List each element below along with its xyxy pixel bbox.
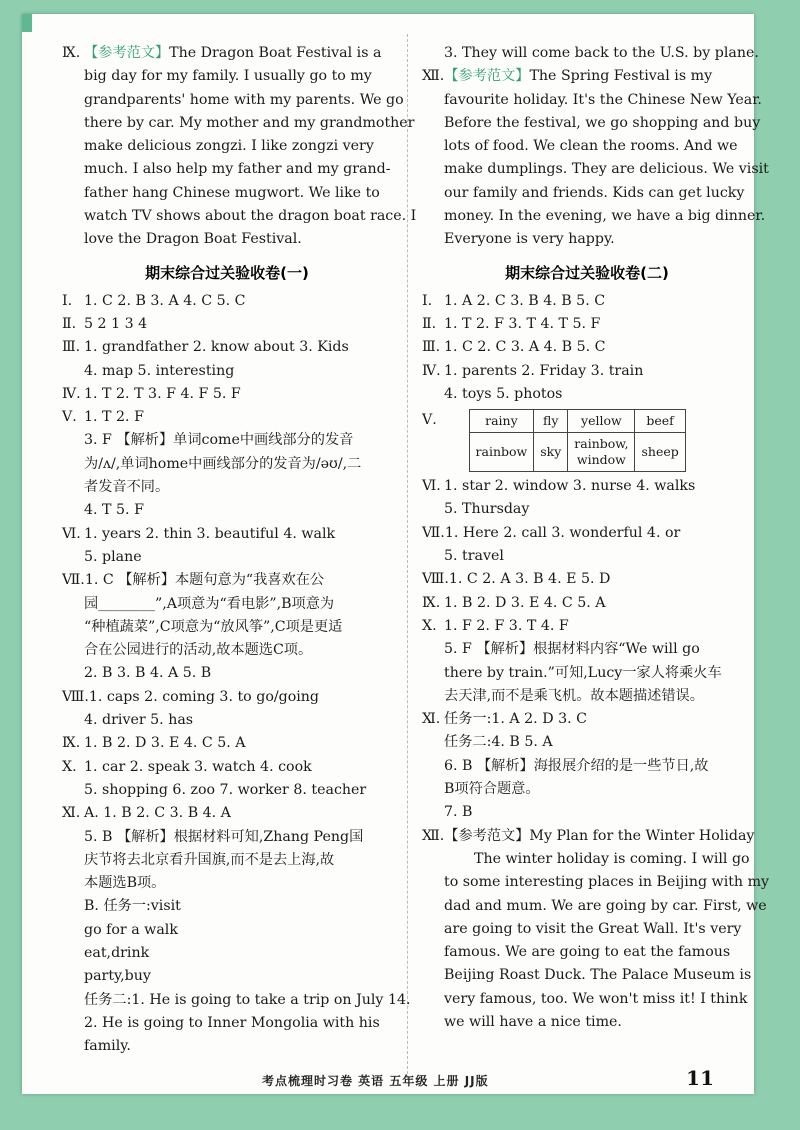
answer-line	[422, 592, 752, 615]
answer-line	[62, 429, 392, 452]
essay1-line: grandparents' home with my parents. We go	[84, 91, 404, 108]
section-number: Ⅰ.	[422, 292, 433, 309]
answer-line	[62, 989, 411, 1012]
answer-text: 5. shopping 6. zoo 7. worker 8. teacher	[84, 781, 367, 798]
section-number: Ⅵ.	[62, 525, 81, 542]
answer-text: 4. T 5. F	[84, 502, 144, 519]
table-cell: rainy	[469, 410, 534, 433]
essay1-line: make delicious zongzi. I like zongzi very	[84, 138, 374, 155]
answer-line	[62, 336, 392, 359]
answer-text: 为/ʌ/,单词home中画线部分的发音为/əʊ/,二	[84, 455, 362, 472]
answer-text: 3. F 【解析】单词come中画线部分的发音	[84, 432, 354, 449]
answer-line	[62, 360, 392, 383]
answer-line	[422, 383, 752, 406]
essay2-line: our family and friends. Kids can get lucky	[444, 184, 745, 201]
answer-line	[422, 662, 752, 685]
section-number: Ⅵ.	[422, 478, 441, 495]
answer-text: 1. Here 2. call 3. wonderful 4. or	[444, 524, 681, 541]
answer-text: 5. plane	[84, 548, 142, 565]
answer-list-2a	[422, 290, 752, 406]
answer-line	[62, 569, 392, 592]
section-number: Ⅲ.	[422, 339, 441, 356]
section-number: Ⅴ.	[62, 409, 77, 426]
section-number: Ⅲ.	[62, 339, 81, 356]
answer-text: 1. T 2. F 3. T 4. T 5. F	[444, 315, 601, 332]
answer-text: 本题选B项。	[84, 875, 166, 892]
answer-text: “种植蔬菜”,C项意为“放风筝”,C项是更适	[84, 618, 343, 635]
answer-line	[422, 825, 755, 848]
right-column	[422, 42, 770, 1034]
answer-line	[422, 290, 752, 313]
answer-line	[62, 616, 392, 639]
answer-line	[422, 708, 752, 731]
table-cell: sky	[534, 433, 568, 472]
answer-line	[422, 755, 752, 778]
answer-text: 1. T 2. T 3. F 4. F 5. F	[84, 385, 241, 402]
answer-line	[422, 731, 752, 754]
essay3-line: Beijing Roast Duck. The Palace Museum is	[444, 967, 752, 984]
essay1-line: much. I also help my father and my grand-	[84, 161, 391, 178]
column-divider	[407, 34, 408, 1079]
section-number: Ⅹ.	[62, 758, 77, 775]
answer-line	[62, 872, 392, 895]
section-number: Ⅺ.	[62, 805, 81, 822]
answer-text: 任务一:1. A 2. D 3. C	[444, 711, 587, 728]
answer-text: 2. He is going to Inner Mongolia with his	[84, 1014, 380, 1031]
essay2-first-line	[422, 65, 752, 88]
section-heading-1: 期末综合过关验收卷(一)	[145, 263, 309, 282]
essay1-tag: 【参考范文】	[84, 45, 170, 61]
answer-text: 1. F 2. F 3. T 4. F	[444, 617, 569, 634]
answer-line	[62, 895, 392, 918]
answer-line	[62, 849, 392, 872]
essay3-line: famous. We are going to eat the famous	[444, 944, 731, 961]
continued-line: 3. They will come back to the U.S. by plane.	[444, 45, 759, 61]
answer-text: 7. B	[444, 804, 473, 821]
page-footer	[22, 1066, 754, 1092]
essay2-tag: 【参考范文】	[444, 68, 530, 85]
answer-text: 1. C 2. C 3. A 4. B 5. C	[444, 339, 606, 356]
essay3-line: to some interesting places in Beijing with my	[444, 874, 770, 891]
essay1-line: watch TV shows about the dragon boat race. I	[84, 208, 417, 225]
answer-line	[422, 778, 752, 801]
answer-line	[62, 499, 392, 522]
essay1-line: The Dragon Boat Festival is a	[169, 45, 382, 61]
answer-line	[62, 523, 392, 546]
answer-text: 任务二:4. B 5. A	[444, 734, 553, 751]
table-cell: fly	[534, 410, 568, 433]
answer-text: 1. C 【解析】本题句意为“我喜欢在公	[84, 572, 325, 589]
answer-text: 1. years 2. thin 3. beautiful 4. walk	[84, 525, 336, 542]
essay2-line: The Spring Festival is my	[529, 68, 713, 85]
answer-text: 1. parents 2. Friday 3. train	[444, 362, 644, 379]
answer-text: 2. B 3. B 4. A 5. B	[84, 665, 212, 682]
answer-line	[422, 498, 752, 521]
section-number: Ⅱ.	[62, 315, 77, 332]
answer-text: party,buy	[84, 968, 151, 985]
section-number: Ⅳ.	[422, 362, 441, 379]
answer-line	[422, 475, 752, 498]
essay3-line: The winter holiday is coming. I will go	[474, 850, 750, 867]
table-cell: rainbow, window	[568, 433, 635, 472]
answer-text: 任务二:1. He is going to take a trip on July 14.	[84, 991, 411, 1008]
answer-line	[62, 453, 392, 476]
essay3-line: are going to visit the Great Wall. It's very	[444, 920, 742, 937]
answer-line	[62, 802, 392, 825]
answer-line	[422, 685, 752, 708]
answer-line	[422, 545, 752, 568]
essay1-line: father hang Chinese mugwort. We like to	[84, 184, 380, 201]
answer-text: 1. A 2. C 3. B 4. B 5. C	[444, 292, 606, 309]
section-number: Ⅶ.	[422, 524, 445, 541]
answer-line	[422, 638, 752, 661]
answer-list-1	[62, 290, 411, 1059]
essay1-line: love the Dragon Boat Festival.	[84, 231, 302, 248]
essay2-line: Before the festival, we go shopping and buy	[444, 114, 761, 131]
answer-line	[422, 801, 752, 824]
essay2-line: Everyone is very happy.	[444, 231, 615, 248]
answer-text: 6. B 【解析】海报展介绍的是一些节日,故	[444, 757, 709, 774]
essay3-line: dad and mum. We are going by car. First, we	[444, 897, 767, 914]
essay3-line: very famous, too. We won't miss it! I think	[444, 990, 748, 1007]
answer-line	[422, 336, 752, 359]
answer-line	[62, 593, 392, 616]
answer-text: 5. travel	[444, 548, 504, 565]
answer-line	[62, 686, 392, 709]
answer-line	[62, 546, 392, 569]
answer-text: B项符合题意。	[444, 781, 540, 798]
answer-line	[62, 662, 392, 685]
essay1-line: there by car. My mother and my grandmother	[84, 114, 415, 131]
section-number: Ⅶ.	[62, 572, 85, 589]
answer-line	[62, 1035, 392, 1058]
answer-line	[62, 290, 392, 313]
answer-line	[422, 360, 752, 383]
answer-text: 1. car 2. speak 3. watch 4. cook	[84, 758, 312, 775]
section-number: Ⅸ.	[62, 735, 81, 752]
answer-line	[62, 476, 392, 499]
section-number: Ⅸ.	[422, 594, 441, 611]
word-table	[469, 409, 686, 472]
table-cell: rainbow	[469, 433, 534, 472]
answer-line	[62, 709, 392, 732]
section-number: Ⅰ.	[62, 292, 73, 309]
table-row-block	[422, 409, 752, 472]
answer-line	[62, 639, 392, 662]
essay2-label: Ⅻ.	[422, 68, 445, 85]
footer-text: 考点梳理时习卷 英语 五年级 上册 JJ版	[262, 1074, 489, 1088]
answer-text: 园________”,A项意为“看电影”,B项意为	[84, 595, 335, 612]
answer-line	[62, 406, 392, 429]
essay1-line: big day for my family. I usually go to my	[84, 68, 372, 85]
section-heading-2: 期末综合过关验收卷(二)	[505, 263, 669, 282]
answer-text: 合在公园进行的活动,故本题选C项。	[84, 642, 313, 659]
answer-text: B. 任务一:visit	[84, 898, 181, 915]
answer-text: 者发音不同。	[84, 479, 170, 496]
table-cell: beef	[635, 410, 685, 433]
answer-text: 1. grandfather 2. know about 3. Kids	[84, 339, 349, 356]
answer-text: there by train.”可知,Lucy一家人将乘火车	[444, 664, 722, 681]
essay2-line: make dumplings. They are delicious. We visit	[444, 161, 769, 178]
answer-text: 4. driver 5. has	[84, 712, 194, 729]
essay1-first-line	[62, 42, 392, 65]
answer-text: 1. star 2. window 3. nurse 4. walks	[444, 478, 696, 495]
essay2-line: money. In the evening, we have a big dinner.	[444, 208, 766, 225]
section-number: Ⅷ.	[422, 571, 449, 588]
corner-tab	[22, 14, 32, 32]
table-row	[469, 410, 685, 433]
table-label: Ⅴ.	[422, 412, 437, 429]
answer-text: A. 1. B 2. C 3. B 4. A	[84, 805, 231, 822]
answer-line	[62, 965, 392, 988]
answer-text: 1. caps 2. coming 3. to go/going	[88, 688, 320, 705]
answer-line	[422, 522, 752, 545]
answer-line	[62, 732, 392, 755]
answer-text: go for a walk	[84, 921, 178, 938]
answer-text: family.	[84, 1038, 131, 1055]
section-number: Ⅺ.	[422, 711, 441, 728]
answer-text: 1. C 2. A 3. B 4. E 5. D	[448, 571, 611, 588]
answer-text: 去天津,而不是乘飞机。故本题描述错误。	[444, 687, 704, 704]
essay2-line: lots of food. We clean the rooms. And we	[444, 138, 738, 155]
answer-line	[422, 313, 752, 336]
page-number: 11	[686, 1066, 714, 1090]
section-number: Ⅻ.	[422, 827, 445, 844]
table-cell: sheep	[635, 433, 685, 472]
answer-text: 5 2 1 3 4	[84, 315, 148, 332]
left-column	[62, 42, 417, 1058]
answer-page	[22, 14, 770, 1094]
answer-text: 1. C 2. B 3. A 4. C 5. C	[84, 292, 246, 309]
answer-line	[62, 826, 392, 849]
section-number: Ⅷ.	[62, 688, 89, 705]
answer-text: 1. B 2. D 3. E 4. C 5. A	[444, 594, 606, 611]
table-cell: yellow	[568, 410, 635, 433]
answer-text: 1. T 2. F	[84, 409, 144, 426]
essay2-line: favourite holiday. It's the Chinese New Year.	[444, 91, 762, 108]
answer-text: 庆节将去北京看升国旗,而不是去上海,故	[84, 851, 335, 868]
answer-text: 4. toys 5. photos	[444, 385, 563, 402]
section-number: Ⅹ.	[422, 617, 437, 634]
answer-line	[422, 615, 752, 638]
answer-list-2b	[422, 475, 755, 848]
answer-text: 4. map 5. interesting	[84, 362, 235, 379]
answer-line	[62, 756, 392, 779]
answer-text: 【参考范文】My Plan for the Winter Holiday	[444, 827, 755, 844]
answer-line	[62, 942, 392, 965]
answer-text: 5. B 【解析】根据材料可知,Zhang Peng国	[84, 828, 364, 845]
answer-line	[62, 313, 392, 336]
essay1-label: Ⅸ.	[62, 45, 81, 61]
section-number: Ⅳ.	[62, 385, 81, 402]
essay3-line: we will have a nice time.	[444, 1013, 622, 1030]
answer-line	[62, 779, 392, 802]
answer-line	[422, 568, 752, 591]
answer-text: 5. Thursday	[444, 501, 530, 518]
answer-line	[62, 919, 392, 942]
answer-text: eat,drink	[84, 944, 150, 961]
answer-line	[62, 1012, 392, 1035]
table-row	[469, 433, 685, 472]
answer-text: 1. B 2. D 3. E 4. C 5. A	[84, 735, 246, 752]
answer-line	[62, 383, 392, 406]
answer-text: 5. F 【解析】根据材料内容“We will go	[444, 641, 700, 658]
section-number: Ⅱ.	[422, 315, 437, 332]
